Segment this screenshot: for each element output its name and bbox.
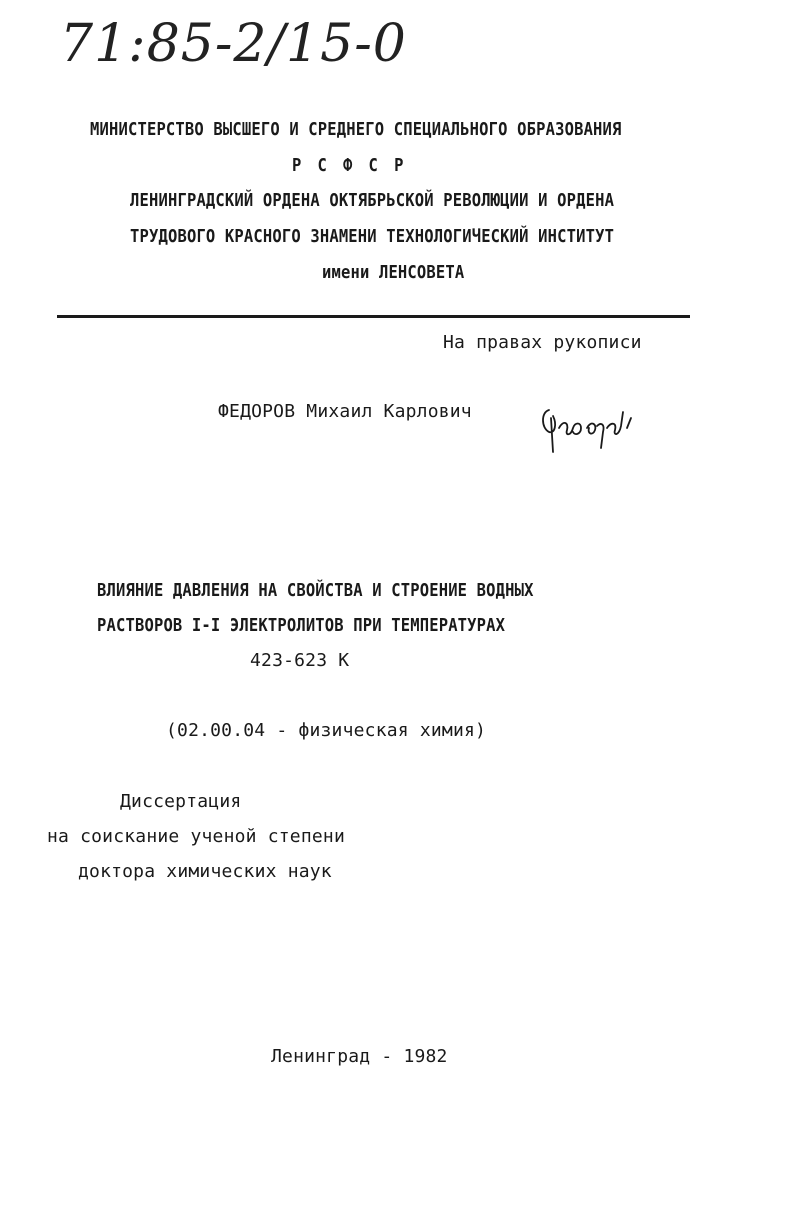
title-line-3: 423-623 К — [250, 650, 350, 671]
ministry-line: МИНИСТЕРСТВО ВЫСШЕГО И СРЕДНЕГО СПЕЦИАЛЬНОГО ОБРАЗОВАНИЯ — [90, 119, 622, 140]
manuscript-note: На правах рукописи — [443, 332, 642, 353]
institute-line-1: ЛЕНИНГРАДСКИЙ ОРДЕНА ОКТЯБРЬСКОЙ РЕВОЛЮЦИИ И ОРДЕНА — [130, 190, 615, 211]
title-line-2: РАСТВОРОВ I-I ЭЛЕКТРОЛИТОВ ПРИ ТЕМПЕРАТУРАХ — [97, 615, 506, 636]
author-name: ФЕДОРОВ Михаил Карлович — [218, 401, 472, 422]
degree-line-3: доктора химических наук — [78, 861, 332, 882]
author-signature — [535, 398, 645, 458]
institute-line-2: ТРУДОВОГО КРАСНОГО ЗНАМЕНИ ТЕХНОЛОГИЧЕСКИЙ ИНСТИТУТ — [130, 226, 615, 247]
archive-number-handwritten: 71:85-2/15-0 — [60, 14, 407, 74]
degree-line-2: на соискание ученой степени — [47, 826, 345, 847]
title-line-1: ВЛИЯНИЕ ДАВЛЕНИЯ НА СВОЙСТВА И СТРОЕНИЕ ВОДНЫХ — [97, 580, 534, 601]
republic-line: Р С Ф С Р — [292, 155, 407, 176]
institute-line-3: имени ЛЕНСОВЕТА — [322, 262, 465, 283]
specialty-code: (02.00.04 - физическая химия) — [166, 720, 487, 741]
place-and-year: Ленинград - 1982 — [271, 1046, 448, 1067]
degree-line-1: Диссертация — [120, 791, 242, 812]
header-divider — [57, 315, 690, 318]
